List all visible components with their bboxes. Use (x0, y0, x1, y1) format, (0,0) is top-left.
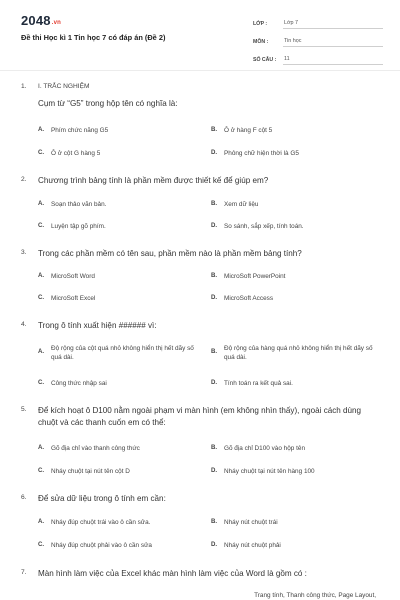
option-c[interactable] (38, 379, 198, 388)
option-letter: A. (38, 200, 45, 207)
option-text: Luyện tập gõ phím. (51, 223, 106, 230)
option-b[interactable] (211, 272, 371, 281)
option-letter: A. (38, 126, 45, 133)
option-letter: D. (211, 541, 218, 548)
option-letter: B. (211, 348, 218, 355)
option-a[interactable] (38, 200, 198, 209)
question-number: 1. (21, 83, 27, 90)
option-letter: C. (38, 541, 45, 548)
option-text: Nháy đúp chuột trái vào ô cần sửa. (51, 519, 151, 526)
meta-label: SỐ CÂU : (253, 57, 277, 63)
option-letter: A. (38, 444, 45, 451)
question-number: 5. (21, 406, 27, 413)
meta-row-subject (253, 32, 383, 47)
option-c[interactable] (38, 294, 198, 303)
question-text: Trong các phần mềm có tên sau, phần mềm nào là phần mềm bảng tính? (38, 249, 302, 258)
option-c[interactable] (38, 149, 198, 158)
option-text: Nháy nút chuột phải (224, 542, 281, 549)
question-number: 4. (21, 321, 27, 328)
option-letter: D. (211, 379, 218, 386)
option-letter: C. (38, 467, 45, 474)
option-d[interactable] (211, 294, 371, 303)
option-letter: B. (211, 444, 218, 451)
logo-suffix: .vn (51, 20, 62, 26)
option-letter: A. (38, 272, 45, 279)
option-letter: C. (38, 149, 45, 156)
question-head (21, 248, 386, 260)
question-text: Trong ô tính xuất hiện ###### vì: (38, 321, 157, 330)
option-text: Gõ địa chỉ vào thanh công thức (51, 445, 140, 452)
meta-value: 11 (283, 56, 383, 65)
question-number: 7. (21, 569, 27, 576)
option-text: Độ rộng của cột quá nhỏ không hiển thị hết dãy số quá dài. (51, 345, 194, 361)
option-letter: D. (211, 467, 218, 474)
option-b[interactable] (211, 344, 386, 362)
question-text: Chương trình bảng tính là phần mềm được thiết kế để giúp em? (38, 176, 269, 185)
option-a[interactable] (38, 126, 198, 135)
option-letter: B. (211, 272, 218, 279)
question-head (21, 568, 386, 580)
option-text: Phím chức năng G5 (51, 127, 109, 134)
question-3 (21, 248, 386, 302)
option-letter: C. (38, 294, 45, 301)
question-number: 3. (21, 249, 27, 256)
option-letter: D. (211, 294, 218, 301)
meta-row-class (253, 14, 383, 29)
answer-continuation: Trang tính, Thanh công thức, Page Layout, (254, 592, 376, 599)
document-header (0, 0, 400, 68)
question-head (21, 405, 386, 429)
option-text: Soạn thảo văn bản. (51, 201, 107, 208)
question-head (21, 82, 386, 92)
option-text: Nháy chuột tại nút tên cột D (51, 468, 130, 475)
meta-table (253, 14, 383, 68)
option-c[interactable] (38, 541, 198, 550)
question-number: 6. (21, 494, 27, 501)
option-letter: C. (38, 379, 45, 386)
section-label: I. TRẮC NGHIỆM (38, 83, 90, 90)
option-a[interactable] (38, 518, 198, 527)
question-6 (21, 493, 386, 549)
option-text: Nháy nút chuột trái (224, 519, 278, 526)
meta-row-count (253, 50, 383, 65)
option-letter: A. (38, 348, 45, 355)
question-7 (21, 568, 386, 580)
header-divider (0, 70, 400, 71)
option-c[interactable] (38, 467, 198, 476)
meta-value: Lớp 7 (283, 20, 383, 29)
site-logo[interactable] (21, 13, 61, 28)
question-text: Cụm từ “G5” trong hộp tên có nghĩa là: (38, 99, 178, 108)
option-text: Ô ở hàng F cột 5 (224, 127, 273, 134)
option-text: Phông chữ hiện thời là G5 (224, 150, 299, 157)
option-letter: B. (211, 126, 218, 133)
option-text: MicroSoft PowerPoint (224, 273, 286, 280)
option-letter: D. (211, 222, 218, 229)
meta-value: Tin học (283, 38, 383, 47)
option-letter: C. (38, 222, 45, 229)
option-text: Nháy chuột tại nút tên hàng 100 (224, 468, 315, 475)
option-a[interactable] (38, 344, 208, 362)
option-text: Tính toán ra kết quả sai. (224, 380, 293, 387)
option-b[interactable] (211, 518, 371, 527)
option-b[interactable] (211, 126, 371, 135)
option-text: Nháy đúp chuột phải vào ô cần sửa (51, 542, 152, 549)
option-d[interactable] (211, 149, 371, 158)
logo-main: 2048 (21, 13, 51, 28)
option-text: Công thức nhập sai (51, 380, 107, 387)
option-letter: B. (211, 200, 218, 207)
option-a[interactable] (38, 444, 198, 453)
option-d[interactable] (211, 379, 371, 388)
option-text: So sánh, sắp xếp, tính toán. (224, 223, 304, 230)
option-text: Xem dữ liệu (224, 201, 259, 208)
option-d[interactable] (211, 541, 371, 550)
meta-label: LỚP : (253, 21, 268, 27)
question-head (21, 493, 386, 505)
option-text: Độ rộng của hàng quá nhỏ không hiển thị hết dãy số quá dài. (224, 345, 373, 361)
question-head (21, 175, 386, 187)
option-a[interactable] (38, 272, 198, 281)
question-text: Để sửa dữ liệu trong ô tính em cần: (38, 494, 166, 503)
option-text: MicroSoft Access (224, 295, 274, 302)
option-text: Ô ở cột G hàng 5 (51, 150, 101, 157)
option-d[interactable] (211, 222, 371, 231)
document-title: Đề thi Học kì 1 Tin học 7 có đáp án (Đề 2) (21, 33, 166, 42)
option-b[interactable] (211, 200, 371, 209)
option-letter: D. (211, 149, 218, 156)
option-letter: A. (38, 518, 45, 525)
question-5 (21, 405, 386, 475)
option-text: MicroSoft Word (51, 273, 95, 280)
question-2 (21, 175, 386, 230)
question-1 (21, 82, 386, 157)
question-number: 2. (21, 176, 27, 183)
option-d[interactable] (211, 467, 371, 476)
question-4 (21, 320, 386, 387)
meta-label: MÔN : (253, 39, 269, 45)
question-text: Để kích hoạt ô D100 nằm ngoài phạm vi màn hình (em không nhìn thấy), ngoài cách dùng chuột và các thanh cuốn em có thể: (38, 406, 362, 427)
question-head (21, 320, 386, 332)
question-text: Màn hình làm việc của Excel khác màn hình làm việc của Word là gồm có : (38, 569, 307, 578)
option-text: Gõ địa chỉ D100 vào hộp tên (224, 445, 306, 452)
option-c[interactable] (38, 222, 198, 231)
option-text: MicroSoft Excel (51, 295, 96, 302)
option-b[interactable] (211, 444, 371, 453)
option-letter: B. (211, 518, 218, 525)
